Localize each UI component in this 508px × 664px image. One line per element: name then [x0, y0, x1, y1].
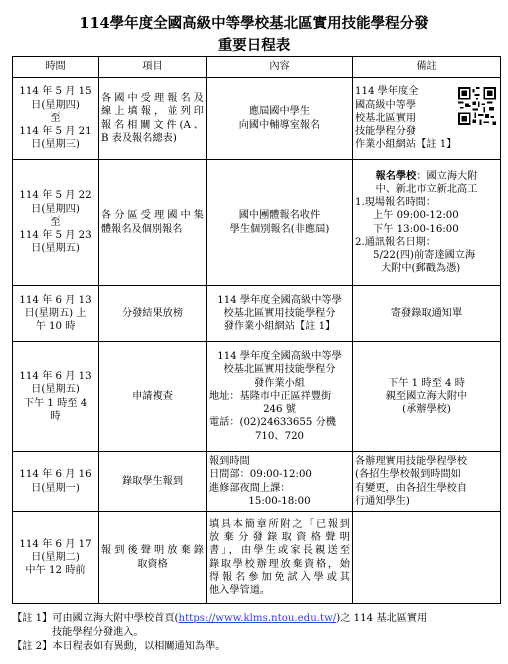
row1-item: 各國中受理報名及 線上填報，並列印 報名相關文件(A、 B 表及報名總表)	[99, 78, 207, 160]
header-row	[13, 57, 501, 78]
table-row	[13, 286, 501, 342]
row5-item: 錄取學生報到	[99, 452, 207, 512]
schedule-table	[12, 56, 501, 604]
footnotes	[12, 612, 500, 654]
header-time: 時間	[13, 57, 99, 78]
row2-time: 114 年 5 月 22 日(星期四) 至 114 年 5 月 23 日(星期五)	[13, 160, 99, 286]
row6-note	[353, 512, 501, 604]
note-label-school: 報名學校	[375, 169, 417, 182]
row3-item: 分發結果放榜	[99, 286, 207, 342]
school-homepage-link[interactable]: https://www.klms.ntou.edu.tw/	[178, 613, 337, 624]
document-subtitle: 重要日程表	[217, 37, 291, 54]
row4-content: 114 學年度全國高級中等學 校基北區實用技能學程分 發作業小組 地址：基隆市中正區祥豐街 246 號 電話：(02)24633655 分機 710、720	[207, 342, 353, 452]
row5-note: 各辦理實用技能學程學校 (各招生學校報到時間如 有變更，由各招生學校自 行通知學生)	[353, 452, 501, 512]
row1-time: 114 年 5 月 15 日(星期四) 至 114 年 5 月 21 日(星期三)	[13, 78, 99, 160]
table-row	[13, 160, 501, 286]
table-row	[13, 78, 501, 160]
row4-note: 下午 1 時至 4 時 親至國立海大附中 (承辦學校)	[353, 342, 501, 452]
header-item: 項目	[99, 57, 207, 78]
row5-time: 114 年 6 月 16 日(星期一)	[13, 452, 99, 512]
footnote-1-continued: 技能學程分發進入。	[52, 627, 144, 638]
row2-content: 國中團體報名收件 學生個別報名(非應屆)	[207, 160, 353, 286]
row2-item: 各分區受理國中集 體報名及個別報名	[99, 160, 207, 286]
row2-note: 報名學校：國立海大附 中、新北市立新北高工 1.現場報名時間： 上午 09:00-12:00 下午 13:00-16:00 2.通訊報名日期： 5/22(四)前寄達國立海 大附中(郵戳為憑)	[353, 160, 501, 286]
footnote-1: 【註 1】可由國立海大附中學校首頁(https://www.klms.ntou.edu.tw/)之 114 基北區實用	[12, 613, 428, 624]
footnote-2: 【註 2】本日程表如有異動，以相關通知為準。	[12, 641, 226, 652]
row4-item: 申請複查	[99, 342, 207, 452]
table-row	[13, 512, 501, 604]
table-row	[13, 342, 501, 452]
row6-content: 填具本簡章所附之「已報到 放棄分發錄取資格聲明 書」，由學生或家長親送至 錄取學校辦理放棄資格，始 得報名參加免試入學或其 他入學管道。	[207, 512, 353, 604]
row3-note: 寄發錄取通知單	[353, 286, 501, 342]
qr-code-icon[interactable]	[458, 87, 496, 125]
row1-content: 應屆國中學生 向國中輔導室報名	[207, 78, 353, 160]
row3-time: 114 年 6 月 13 日(星期五) 上 午 10 時	[13, 286, 99, 342]
table-row	[13, 452, 501, 512]
header-content: 內容	[207, 57, 353, 78]
document-title: 114學年度全國高級中等學校基北區實用技能學程分發	[79, 15, 429, 32]
row6-item: 報到後聲明放棄錄 取資格	[99, 512, 207, 604]
row4-time: 114 年 6 月 13 日(星期五) 下午 1 時至 4 時	[13, 342, 99, 452]
row1-note: 114 學年度全 國高級中等學 校基北區實用 技能學程分發 作業小組網站【註 1】	[353, 78, 501, 160]
row6-time: 114 年 6 月 17 日(星期二) 中午 12 時前	[13, 512, 99, 604]
row3-content: 114 學年度全國高級中等學 校基北區實用技能學程分 發作業小組網站【註 1】	[207, 286, 353, 342]
header-note: 備註	[353, 57, 501, 78]
row5-content: 報到時間 日間部：09:00-12:00 進修部夜間上課： 15:00-18:00	[207, 452, 353, 512]
